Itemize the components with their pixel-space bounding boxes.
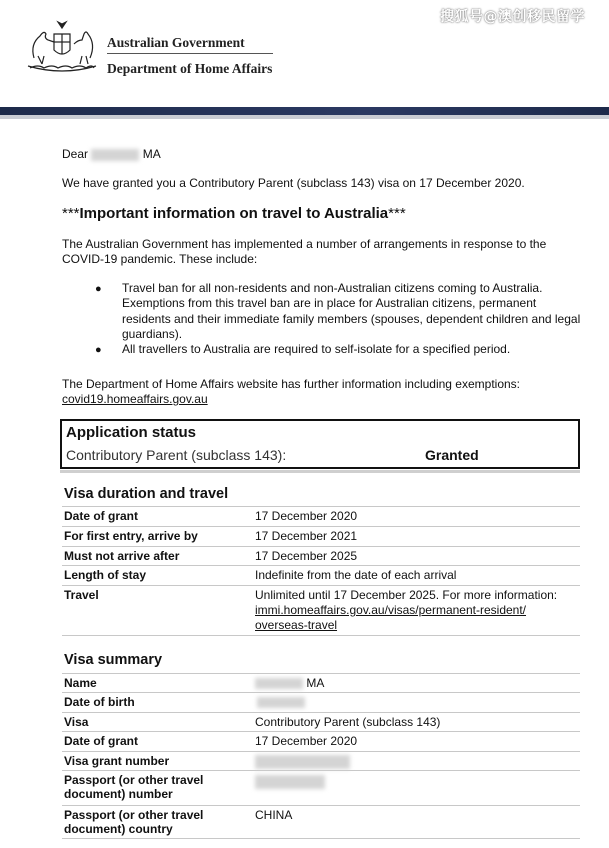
redacted-dob — [257, 697, 305, 708]
travel-text: Unlimited until 17 December 2025. For more information: — [255, 588, 558, 602]
row-label: Passport (or other travel document) number — [64, 773, 204, 801]
row-label: Date of birth — [64, 695, 135, 709]
heading-text: Important information on travel to Australia — [79, 205, 389, 222]
watermark: 搜狐号@澳创移民留学 — [440, 9, 585, 25]
covid-bullet-list — [95, 281, 585, 357]
bullet-icon: ● — [95, 283, 102, 295]
salutation-prefix: Dear — [62, 147, 89, 161]
row-label: Visa — [64, 715, 89, 729]
table-row — [62, 806, 580, 839]
header-band-light — [0, 115, 609, 119]
row-label: Must not arrive after — [64, 549, 180, 563]
covid-website-link[interactable]: covid19.homeaffairs.gov.au — [62, 392, 208, 406]
row-label: Passport (or other travel document) country — [64, 808, 204, 836]
table-row — [62, 586, 580, 636]
covid-intro: The Australian Government has implemented a number of arrangements in response to the COVID-19 pandemic. These include: — [62, 237, 547, 266]
table-row — [62, 752, 580, 771]
row-label: Length of stay — [64, 568, 147, 582]
row-value — [255, 754, 580, 769]
row-value: 17 December 2025 — [255, 549, 358, 563]
bullet-text: All travellers to Australia are required to self-isolate for a specified period. — [122, 342, 511, 357]
header-band — [0, 107, 609, 115]
letterhead-divider — [107, 53, 273, 54]
grant-sentence: We have granted you a Contributory Parent (subclass 143) visa on 17 December 2020. — [62, 176, 525, 190]
table-row — [62, 674, 580, 693]
row-label: Name — [64, 676, 97, 690]
row-value — [255, 676, 580, 691]
row-value: CHINA — [255, 808, 293, 822]
status-box-shadow — [60, 470, 580, 473]
application-status-box — [60, 419, 580, 469]
row-label: Date of grant — [64, 734, 139, 748]
status-visa: Contributory Parent (subclass 143): — [66, 447, 287, 463]
table-row — [62, 713, 580, 732]
heading-stars-left: *** — [62, 205, 80, 222]
redacted-passport-number — [255, 775, 325, 789]
duration-heading: Visa duration and travel — [64, 486, 229, 502]
salutation-surname: MA — [142, 147, 161, 161]
row-label: Visa grant number — [64, 754, 170, 768]
summary-heading: Visa summary — [64, 652, 163, 668]
redacted-name — [255, 678, 303, 689]
row-label: Travel — [64, 588, 99, 602]
bullet-icon: ● — [95, 344, 102, 357]
row-value: 17 December 2021 — [255, 529, 358, 543]
row-value: Contributory Parent (subclass 143) — [255, 715, 441, 729]
list-item — [95, 281, 585, 342]
website-info — [62, 377, 582, 407]
row-value: 17 December 2020 — [255, 509, 358, 523]
name-surname: MA — [306, 676, 325, 690]
website-sentence: The Department of Home Affairs website has further information including exemptions: — [62, 377, 521, 391]
table-row — [62, 732, 580, 752]
coat-of-arms-icon — [24, 16, 100, 76]
government-name: Australian Government — [107, 35, 245, 50]
travel-info-link[interactable]: immi.homeaffairs.gov.au/visas/permanent-resident/ overseas-travel — [255, 603, 527, 632]
row-value — [255, 773, 580, 789]
table-row — [62, 771, 580, 806]
table-row — [62, 527, 580, 547]
travel-heading — [62, 205, 406, 222]
department-name: Department of Home Affairs — [107, 61, 273, 76]
heading-stars-right: *** — [388, 205, 406, 222]
row-label: For first entry, arrive by — [64, 529, 198, 543]
redacted-grant-number — [255, 755, 350, 769]
salutation — [62, 147, 161, 162]
redacted-name — [91, 149, 139, 161]
duration-table — [62, 506, 580, 636]
row-value: Indefinite from the date of each arrival — [255, 568, 457, 582]
table-row — [62, 566, 580, 586]
status-badge: Granted — [425, 447, 479, 463]
table-row — [62, 693, 580, 713]
bullet-text: Travel ban for all non-residents and non-Australian citizens coming to Australia. Exemptions from this travel ban are in place for Australian citizens, permanent residents and their immediate family members (spouses, dependent children and legal guardians). — [122, 281, 581, 341]
table-row — [62, 547, 580, 566]
table-row — [62, 507, 580, 527]
summary-table — [62, 673, 580, 839]
letterhead — [0, 0, 609, 108]
status-title: Application status — [66, 424, 197, 441]
row-value — [255, 695, 580, 710]
row-label: Date of grant — [64, 509, 139, 523]
row-value — [255, 588, 580, 633]
row-value: 17 December 2020 — [255, 734, 358, 748]
list-item — [95, 342, 585, 357]
